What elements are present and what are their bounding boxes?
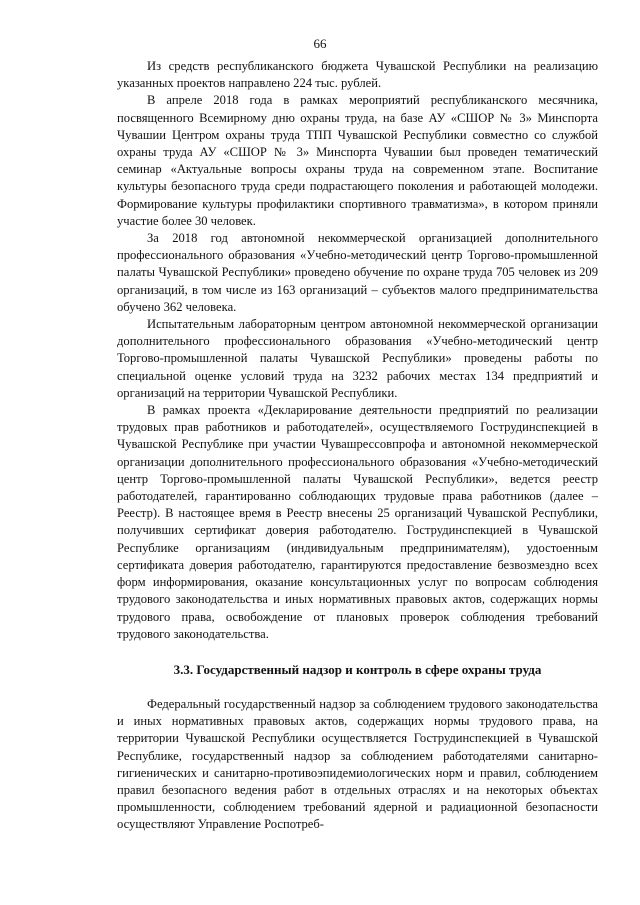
paragraph-training-2018: За 2018 год автономной некоммерческой организацией дополнительного профессионального образования «Учебно-методический центр Торгово-промышленной палаты Чувашской Республики» проведено обучение по охране труда 705 человек из 209 организаций, в том числе из 163 организаций – субъектов малого предпринимательства обучено 362 человека. [117, 231, 598, 314]
paragraph-budget-funding: Из средств республиканского бюджета Чувашской Республики на реализацию указанных проектов направлено 224 тыс. рублей. [117, 59, 598, 91]
document-body [117, 58, 598, 834]
paragraph-april-seminar: В апреле 2018 года в рамках мероприятий республиканского месячника, посвященного Всемирному дню охраны труда, на базе АУ «СШОР № 3» Минспорта Чувашии Центром охраны труда ТПП Чувашской Республики совместно со службой охраны труда АУ «СШОР № 3» Минспорта Чувашии был проведен тематический семинар «Актуальные вопросы охраны труда на современном этапе. Воспитание культуры безопасного труда среди подрастающего поколения и работающей молодежи. Формирование культуры профилактики спортивного травматизма», в котором приняли участие более 30 человек. [117, 93, 598, 228]
paragraph-declaration-project: В рамках проекта «Декларирование деятельности предприятий по реализации трудовых прав работников и работодателей», осуществляемого Гострудинспекцией в Чувашской Республике при участии Чувашрессовпрофа и автономной некоммерческой организации дополнительного профессионального образования «Учебно-методический центр Торгово-промышленной палаты Чувашской Республики», ведется реестр работодателей, гарантированно соблюдающих трудовые права работников (далее – Реестр). В настоящее время в Реестр внесены 25 организаций Чувашской Республики, получивших сертификат доверия работодателю. Гострудинспекцией в Чувашской Республике организациям (индивидуальным предпринимателям), удостоенным сертификата доверия работодателю, гарантируются предоставление безвозмездно всех форм информирования, оказание консультационных услуг по вопросам соблюдения трудового законодательства и иных нормативных правовых актов, содержащих нормы трудового права, освобождение от плановых проверок соблюдения требований трудового законодательства. [117, 403, 598, 641]
paragraph-lab-assessment: Испытательным лабораторным центром автономной некоммерческой организации дополнительного профессионального образования «Учебно-методический центр Торгово-промышленной палаты Чувашской Республики» проведены работы по специальной оценке условий труда на 3232 рабочих местах 134 предприятий и организаций на территории Чувашской Республики. [117, 317, 598, 400]
paragraph-federal-supervision: Федеральный государственный надзор за соблюдением трудового законодательства и иных нормативных правовых актов, содержащих нормы трудового права, на территории Чувашской Республики осуществляется Гострудинспекцией в Чувашской Республике, государственный надзор за соблюдением работодателями санитарно-гигиенических и санитарно-противоэпидемиологических норм и правил, соблюдением правил безопасного ведения работ в отдельных отраслях и на некоторых объектах промышленности, соблюдением требований ядерной и радиационной безопасности осуществляют Управление Роспотреб- [117, 696, 598, 832]
page-number: 66 [313, 36, 327, 51]
section-heading: 3.3. Государственный надзор и контроль в сфере охраны труда [173, 661, 542, 677]
